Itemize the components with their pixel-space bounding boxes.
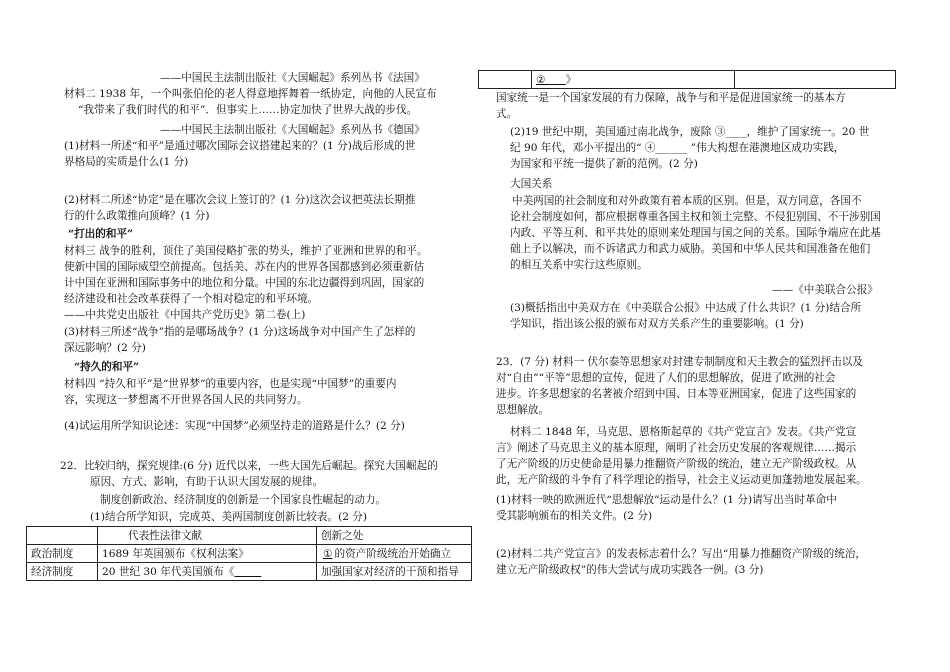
question-1-line: (1)材料一所述“和平”是通过哪次国际会议搭建起来的？(1 分)战后形成的世 xyxy=(64,140,416,152)
heading-fought-peace: “打出的和平” xyxy=(68,228,134,240)
unify-block xyxy=(496,90,846,122)
question-line: (2)19 世纪中期，美国通过南北战争，废除 ③____，维护了国家统一。20 世 xyxy=(510,126,870,138)
question-line: 受其影响颁布的相关文件。(2 分) xyxy=(496,510,653,522)
question-line: 学知识，指出该公报的颁布对双方关系产生的重要影响。(1 分) xyxy=(510,318,804,330)
relations-line: 础上予以解决，而不诉诸武力和武力威胁。美国和中华人民共和国准备在他们 xyxy=(510,243,871,255)
table-row xyxy=(479,71,896,89)
unify-line: 国家统一是一个国家发展的有力保障，战争与和平是促进国家统一的基本方 xyxy=(496,92,846,104)
table-cell: 经济制度 xyxy=(27,563,98,581)
table-cell: 政治制度 xyxy=(27,545,98,563)
question-22-sub: (1)结合所学知识，完成英、美两国制度创新比较表。(2 分) xyxy=(90,511,368,523)
source-germany: ——中国民主法制出版社《大国崛起》系列丛书《德国》 xyxy=(160,124,425,136)
table-cell xyxy=(735,71,896,89)
relations-line: 内政、平等互利、和平共处的原则来处理国与国之间的关系。国际争端应在此基 xyxy=(510,227,881,239)
question-3-line: (3)材料三所述“战争”指的是哪场战争？(1 分)这场战争对中国产生了怎样的 xyxy=(64,326,416,338)
question-line: 建立无产阶级政权”的伟大尝试与成功实践各一例。(3 分) xyxy=(496,564,764,576)
question-22-line: 原因、方式、影响，有助于认识大国发展的规律。 xyxy=(90,476,324,488)
heading-relations: 大国关系 xyxy=(510,178,553,190)
table-header-row xyxy=(27,527,472,545)
relations-line: 的相互关系中实行这些原则。 xyxy=(510,259,648,271)
blank-2[interactable] xyxy=(234,566,261,578)
question-22-line: 22．比较归纳，探究规律:(6 分) 近代以来，一些大国先后崛起。探究大国崛起的 xyxy=(60,460,438,472)
table-row xyxy=(27,563,472,581)
question-line: (1)材料一映的欧洲近代“思想解放”运动是什么？(1 分)请写出当时革命中 xyxy=(496,494,837,506)
question-23-line: 对“自由”“平等”思想的宣传，促进了人们的思想解放，促进了欧洲的社会 xyxy=(496,372,836,384)
table-cell-text: 的资产阶级统治开始确立 xyxy=(334,548,452,560)
table-continuation xyxy=(478,70,896,89)
material-3-source: ——中共党史出版社《中国共产党历史》第二卷(上) xyxy=(64,309,306,321)
comparison-table xyxy=(26,526,472,581)
table-cell xyxy=(532,71,735,89)
manifesto-line: 言》阐述了马克思主义的基本原理，阐明了社会历史发展的客观规律……揭示 xyxy=(496,442,857,454)
unify-line: 式。 xyxy=(496,108,518,120)
table-header: 代表性法律文献 xyxy=(98,527,317,545)
material-2-manifesto xyxy=(496,424,896,488)
question-line: (3)概括指出中美双方在《中美联合公报》中达成了什么共识？(1 分)结合所 xyxy=(510,302,862,314)
question-3-line: 深远影响？(2 分) xyxy=(64,342,146,354)
question-1-enlightenment xyxy=(496,492,837,524)
table-cell xyxy=(479,71,532,89)
question-3 xyxy=(64,324,415,356)
table-cell-text: 》 xyxy=(565,74,577,86)
question-1-line: 界格局的实质是什么(1 分) xyxy=(64,156,189,168)
table-cell xyxy=(317,545,472,563)
relations-block xyxy=(510,193,895,273)
source-communique: ——《中美联合公报》 xyxy=(772,284,878,296)
source-france: ——中国民主法制出版社《大国崛起》系列丛书《法国》 xyxy=(160,72,425,84)
question-23-line: 23．(7 分) 材料一 伏尔泰等思想家对封建专制制度和天主教会的猛烈抨击以及 xyxy=(496,356,863,368)
question-2 xyxy=(64,192,415,224)
manifesto-line: 材料二 1848 年，马克思、恩格斯起草的《共产党宣言》发表。《共产党宣 xyxy=(510,426,857,438)
question-line: 为国家和平统一提供了新的范例。(2 分) xyxy=(510,158,698,170)
material-2-line: 材料二 1938 年，一个叫张伯伦的老人得意地挥舞着一纸协定，向他的人民宣布 xyxy=(64,88,437,100)
question-2-line: (2)材料二所述“协定”是在哪次会议上签订的？(1 分)这次会议把英法长期推 xyxy=(64,194,416,206)
table-cell xyxy=(98,563,317,581)
material-3-line: 使新中国的国际威望空前提高。包括美、苏在内的世界各国都感到必须重新估 xyxy=(64,261,425,273)
relations-line: 中美两国的社会制度和对外政策有着本质的区别。但是，双方同意，各国不 xyxy=(512,195,862,207)
question-3-relations xyxy=(510,300,861,332)
table-cell: 1689 年英国颁布《权利法案》 xyxy=(98,545,317,563)
material-3-block xyxy=(64,243,474,323)
blank-2-underline xyxy=(546,74,566,86)
table-header: 创新之处 xyxy=(317,527,472,545)
question-23-line: 思想解放。 xyxy=(496,404,549,416)
question-2-unify xyxy=(510,124,869,172)
table-row xyxy=(27,545,472,563)
material-3-line: 经济建设和社会改革获得了一个相对稳定的和平环境。 xyxy=(64,293,319,305)
heading-lasting-peace: “持久的和平” xyxy=(74,361,140,373)
material-2-block xyxy=(64,86,474,118)
question-2-line: 行的什么政策推向顶峰？(1 分) xyxy=(64,210,210,222)
left-column xyxy=(31,0,474,672)
material-3-line: 材料三 战争的胜利，顶住了美国侵略扩张的势头，维护了亚洲和世界的和平。 xyxy=(64,245,428,257)
material-4-block xyxy=(64,376,397,408)
question-line: (2)材料二共产党宣言》的发表标志着什么？写出“用暴力推翻资产阶级的统治， xyxy=(496,548,867,560)
table-cell-text: 20 世纪 30 年代美国颁布《 xyxy=(102,566,235,578)
right-column xyxy=(482,0,892,672)
manifesto-line: 此，无产阶级的斗争有了科学理论的指导，社会主义运动更加蓬勃地发展起来。 xyxy=(496,474,867,486)
question-line: 纪 90 年代，邓小平提出的“ ④______ ”伟大构想在港澳地区成功实践， xyxy=(510,142,845,154)
table-cell: 加强国家对经济的干预和指导 xyxy=(317,563,472,581)
question-22-intro: 制度创新政治、经济制度的创新是一个国家良性崛起的动力。 xyxy=(100,494,387,506)
table-header xyxy=(27,527,98,545)
material-2-line: “我带来了我们时代的和平”．但事实上……协定加快了世界大战的步伐。 xyxy=(78,104,418,116)
relations-line: 论社会制度如何，都应根据尊重各国主权和领土完整、不侵犯别国、不干涉别国 xyxy=(510,211,881,223)
question-22 xyxy=(60,458,438,490)
question-4: (4)试运用所学知识论述：实现“中国梦”必须坚持走的道路是什么？(2 分) xyxy=(64,420,405,432)
blank-2-marker[interactable]: ② xyxy=(536,74,546,86)
blank-1[interactable]: ① xyxy=(323,548,333,560)
material-4-line: 容，实现这一梦想离不开世界各国人民的共同努力。 xyxy=(64,394,308,406)
question-1 xyxy=(64,138,415,170)
question-23 xyxy=(496,354,896,418)
material-3-line: 计中国在亚洲和国际事务中的地位和分量。中国的东北边疆得到巩固，国家的 xyxy=(64,277,425,289)
question-23-line: 进步。许多思想家的名著被介绍到中国、日本等亚洲国家，促进了这些国家的 xyxy=(496,388,857,400)
question-2-manifesto xyxy=(496,546,866,578)
material-4-line: 材料四 “持久和平”是“世界梦”的重要内容，也是实现“中国梦”的重要内 xyxy=(64,378,397,390)
manifesto-line: 了无产阶级的历史使命是用暴力推翻资产阶级的统治，建立无产阶级政权。从 xyxy=(496,458,857,470)
